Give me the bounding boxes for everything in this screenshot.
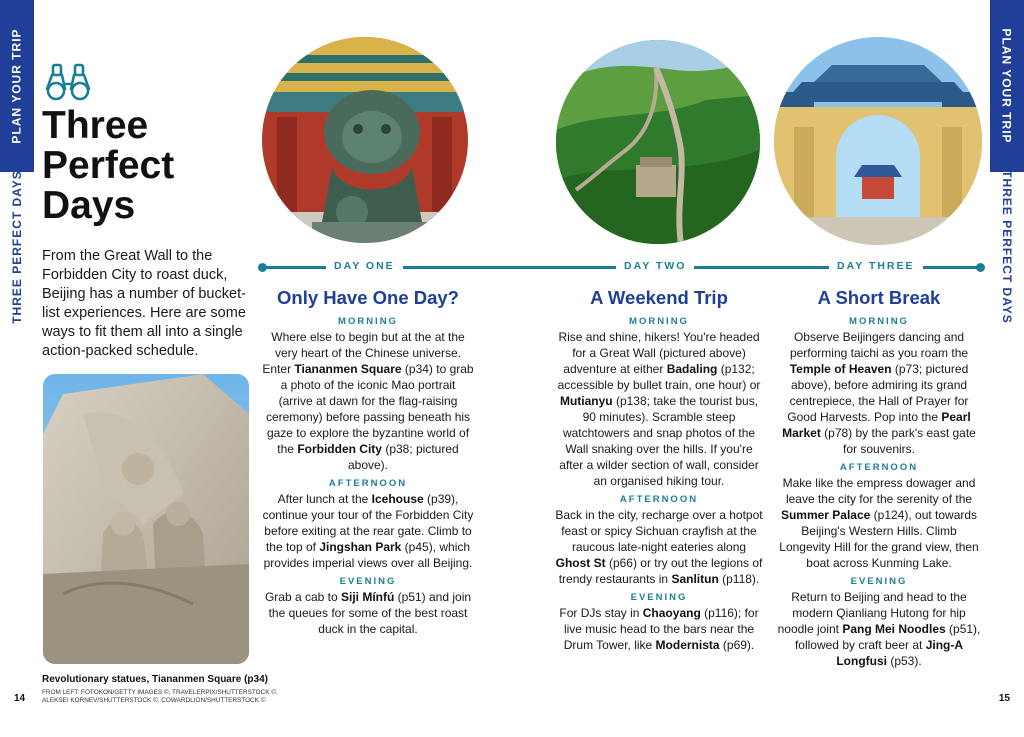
place-name: Chaoyang <box>642 606 701 620</box>
page-title <box>42 106 262 226</box>
place-name: Pang Mei Noodles <box>842 622 946 636</box>
afternoon-heading: AFTERNOON <box>328 478 408 489</box>
left-side-tab <box>0 0 34 737</box>
evening-heading: EVENING <box>630 592 688 603</box>
evening-heading: EVENING <box>850 576 908 587</box>
afternoon-text: Make like the empress dowager and leave the city for the serenity of the Summer Palace (p124), out towards Beijing's Western Hills. Climb Longevity Hill for the grand view, then boat across Kunming Lake. <box>779 476 979 570</box>
place-name: Sanlitun <box>671 572 719 586</box>
place-name: Icehouse <box>371 492 424 506</box>
place-name: Modernista <box>655 638 720 652</box>
evening-text: For DJs stay in Chaoyang (p116); for live music head to the bars near the Drum Tower, like Modernista (p69). <box>559 606 759 652</box>
title-line: Days <box>42 184 136 227</box>
day-three-title: A Short Break <box>817 287 941 308</box>
day-three-label: DAY THREE <box>829 259 923 273</box>
day-one-title: Only Have One Day? <box>277 287 459 308</box>
right-tab-primary-label: PLAN YOUR TRIP <box>1000 28 1014 144</box>
afternoon-text: Back in the city, recharge over a hotpot feast or spicy Sichuan crayfish at the raucous late-night eateries along Ghost St (p66) or try out the legions of trendy restaurants in Sanlitun (p118). <box>555 508 763 586</box>
place-name: Summer Palace <box>780 508 871 522</box>
evening-heading: EVENING <box>339 576 397 587</box>
day-two-label: DAY TWO <box>616 259 694 273</box>
day-two-title: A Weekend Trip <box>590 287 728 308</box>
evening-text: Grab a cab to Siji Mínfú (p51) and join the queues for some of the best roast duck in the capital. <box>264 590 472 636</box>
place-name: Badaling <box>666 362 718 376</box>
place-name: Siji Mínfú <box>341 590 395 604</box>
morning-heading: MORNING <box>629 316 689 327</box>
morning-text: Where else to begin but at the at the very heart of the Chinese universe. Enter Tiananmen Square (p34) to grab a photo of the iconic Mao portrait (arrive at dawn for the flag-raising ceremony) before passing beneath his gaze to explore the byzantine world of the Forbidden City (p38; pictured above). <box>262 330 474 472</box>
great-wall-photo <box>556 40 760 244</box>
afternoon-heading: AFTERNOON <box>839 462 919 473</box>
title-line: Perfect <box>42 144 175 187</box>
day-one-label: DAY ONE <box>326 259 403 273</box>
title-line: Three <box>42 104 149 147</box>
day-one-column <box>262 286 474 637</box>
place-name: Ghost St <box>555 556 606 570</box>
intro-text: From the Great Wall to the Forbidden City to roast duck, Beijing has a number of bucket-list experiences. Here are some ways to fit them all into a single action-packed schedule. <box>42 248 246 359</box>
morning-text: Observe Beijingers dancing and performing taichi as you roam the Temple of Heaven (p73; pictured above), before admiring its grand centrepiece, the Hall of Prayer for Good Harvests. Pop into the Pearl Market (p78) by the park's east gate for souvenirs. <box>782 330 976 456</box>
evening-text: Return to Beijing and head to the modern Qianliang Hutong for hip noodle joint Pang Mei Noodles (p51), followed by craft beer at Jing-A Longfusi (p53). <box>777 590 981 668</box>
day-three-column <box>774 286 984 669</box>
left-tab-primary-label: PLAN YOUR TRIP <box>10 28 24 144</box>
morning-heading: MORNING <box>849 316 909 327</box>
place-name: Mutianyu <box>559 394 613 408</box>
left-tab-secondary-label: THREE PERFECT DAYS <box>10 170 24 324</box>
afternoon-text: After lunch at the Icehouse (p39), continue your tour of the Forbidden City before exiting at the rear gate. Climb to the top of Jingshan Park (p45), which provides imperial views over all Beijing. <box>262 492 474 570</box>
credit-line: FROM LEFT: FOTOKON/GETTY IMAGES ©, TRAVELERPIX/SHUTTERSTOCK ©, <box>42 689 278 696</box>
place-name: Tiananmen Square <box>294 362 402 376</box>
place-name: Jing-A Longfusi <box>836 638 964 668</box>
credit-line: ALEKSEI KORNEV/SHUTTERSTOCK ©, COWARDLION/SHUTTERSTOCK © <box>42 697 266 704</box>
right-side-tab <box>990 0 1024 737</box>
forbidden-city-lion-photo <box>262 37 468 243</box>
temple-of-heaven-photo <box>774 37 982 245</box>
binoculars-icon <box>44 62 92 102</box>
divider-cap-right <box>976 263 985 272</box>
place-name: Forbidden City <box>297 442 382 456</box>
photo-credits <box>42 689 322 705</box>
day-two-column <box>554 286 764 653</box>
revolutionary-statues-photo <box>43 374 249 664</box>
morning-heading: MORNING <box>338 316 398 327</box>
morning-text: Rise and shine, hikers! You're headed for a Great Wall (pictured above) adventure at either Badaling (p132; accessible by bullet train, one hour) or Mutianyu (p138; take the tourist bus, 90 minutes). Scramble steep watchtowers and snap photos of the Wall snaking over the hills. If you're after a wilder section of wall, consider an organised hiking tour. <box>557 330 761 488</box>
place-name: Temple of Heaven <box>789 362 892 376</box>
afternoon-heading: AFTERNOON <box>619 494 699 505</box>
place-name: Pearl Market <box>782 410 971 440</box>
page-number-right: 15 <box>998 693 1010 704</box>
page-number-left: 14 <box>14 693 26 704</box>
photo-caption: Revolutionary statues, Tiananmen Square (p34) <box>42 674 268 685</box>
divider-cap-left <box>258 263 267 272</box>
place-name: Jingshan Park <box>319 540 402 554</box>
right-tab-secondary-label: THREE PERFECT DAYS <box>1000 170 1014 324</box>
